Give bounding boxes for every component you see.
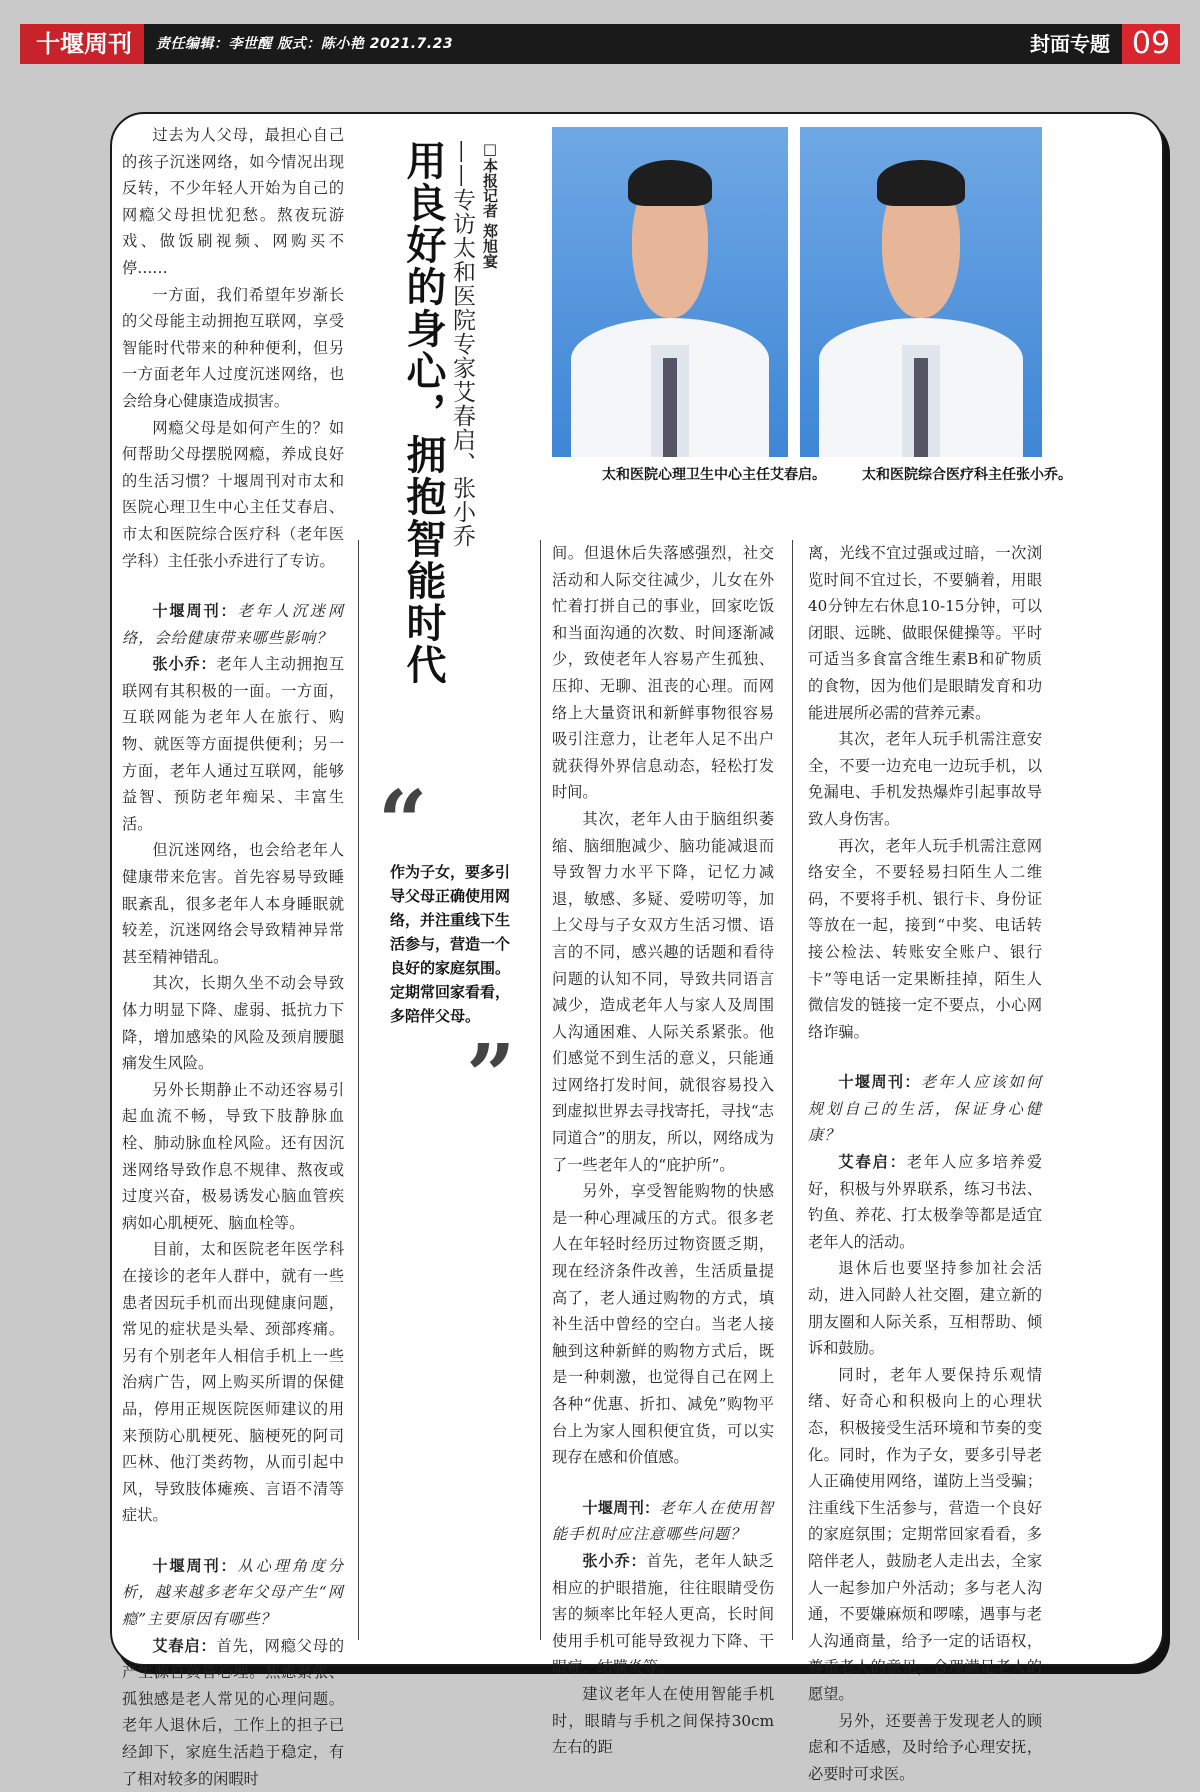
- question-label: 十堰周刊：: [152, 1556, 238, 1575]
- paragraph: 间。但退休后失落感强烈，社交活动和人际交往减少，儿女在外忙着打拼自己的事业，回家吃饭和当面沟通的次数、时间逐渐减少，致使老年人容易产生孤独、压抑、无聊、沮丧的心理。而网络上大量资讯和新鲜事物很容易吸引注意力，让老年人足不出户就获得外界信息动态，轻松打发时间。: [552, 544, 774, 802]
- answer: [122, 651, 344, 837]
- article-column-1: [122, 122, 344, 1792]
- paragraph: 离，光线不宜过强或过暗，一次浏览时间不宜过长，不要躺着，用眼40分钟左右休息10-15分钟，可以闭眼、远眺、做眼保健操等。平时可适当多食富含维生素B和矿物质的食物，因为他们是眼睛发育和功能进展所必需的营养元素。: [808, 544, 1042, 722]
- paragraph: 另外，还要善于发现老人的顾虑和不适感，及时给予心理安抚，必要时可求医。: [808, 1711, 1042, 1783]
- question: [552, 1495, 774, 1548]
- paragraph: 建议老年人在使用智能手机时，眼睛与手机之间保持30cm左右的距: [552, 1684, 774, 1757]
- paragraph: 其次，老年人由于脑组织萎缩、脑细胞减少、脑功能减退而导致智力水平下降，记忆力减退，敏感、多疑、爱唠叨等，加上父母与子女双方生活习惯、语言的不同，感兴趣的话题和看待问题的认知不同，导致共同语言减少，造成老年人与家人及周围人沟通困难、人际关系紧张。他们感觉不到生活的意义，只能通过网络打发时间，就很容易投入到虚拟世界去寻找寄托，寻找“志同道合”的朋友，所以，网络成为了一些老年人的“庇护所”。: [552, 809, 774, 1174]
- column-divider: [540, 540, 541, 1640]
- editor-credits: 责任编辑：李世醒 版式：陈小艳 2021.7.23: [156, 36, 454, 52]
- answer-text: 老年人主动拥抱互联网有其积极的一面。一方面，互联网能为老年人在旅行、购物、就医等方面提供便利；另一方面，老年人通过互联网，能够益智、预防老年痴呆、丰富生活。: [122, 655, 345, 833]
- paragraph: 一方面，我们希望年岁渐长的父母能主动拥抱互联网，享受智能时代带来的种种便利，但另一方面老年人过度沉迷网络，也会给身心健康造成损害。: [122, 285, 344, 410]
- section-title: 封面专题: [1030, 32, 1110, 56]
- question-text: 从心理角度分析，越来越多老年父母产生“网瘾”主要原因有哪些？: [122, 1556, 345, 1629]
- answer-text: 老年人应多培养爱好，积极与外界联系，练习书法、钓鱼、养花、打太极拳等都是适宜老年人的活动。: [808, 1153, 1043, 1251]
- paragraph: 另外，享受智能购物的快感是一种心理减压的方式。很多老人在年轻时经历过物资匮乏期，现在经济条件改善，生活质量提高了，老人通过购物的方式，填补生活中曾经的空白。当老人接触到这种新鲜的购物方式后，既是一种刺激，也觉得自己在网上各种“优惠、折扣、减免”购物平台上为家人囤积便宜货，可以实现存在感和价值感。: [552, 1182, 774, 1467]
- article-byline: □本报记者 郑旭宴: [481, 140, 499, 269]
- paragraph: 另外长期静止不动还容易引起血流不畅，导致下肢静脉血栓、肺动脉血栓风险。还有因沉迷网络导致作息不规律、熬夜或过度兴奋，极易诱发心脑血管疾病如心肌梗死、脑血栓等。: [122, 1080, 344, 1232]
- speaker-label: 艾春启：: [838, 1153, 907, 1172]
- article-column-4: [808, 540, 1042, 1787]
- paragraph: 网瘾父母是如何产生的？如何帮助父母摆脱网瘾，养成良好的生活习惯？十堰周刊对市太和医院心理卫生中心主任艾春启、市太和医院综合医疗科（老年医学科）主任张小乔进行了专访。: [122, 418, 344, 570]
- answer-text: 首先，老年人缺乏相应的护眼措施，往往眼睛受伤害的频率比年轻人更高，长时间使用手机可能导致视力下降、干眼症、结膜炎等。: [552, 1551, 775, 1677]
- portrait-photo-zhang-xiaoqiao: [800, 127, 1042, 457]
- open-quote-mark: “: [378, 772, 428, 873]
- close-quote-mark: ”: [466, 1026, 516, 1127]
- question-text: 老年人应该如何规划自己的生活，保证身心健康？: [808, 1073, 1043, 1145]
- article-title: 用良好的身心，拥抱智能时代: [400, 140, 447, 686]
- question-label: 十堰周刊：: [152, 602, 238, 621]
- paragraph: 同时，老年人要保持乐观情绪、好奇心和积极向上的心理状态，积极接受生活环境和节奏的变化。同时，作为子女，要多引导老人正确使用网络，谨防上当受骗；注重线下生活参与，营造一个良好的家庭氛围；定期常回家看看，多陪伴老人，鼓励老人走出去，全家人一起参加户外活动；多与老人沟通，不要嫌麻烦和啰嗦，遇事与老人沟通商量，给予一定的话语权，尊重老人的意见，合理满足老人的愿望。: [808, 1365, 1042, 1703]
- answer: [808, 1149, 1042, 1255]
- question: [122, 1553, 344, 1633]
- question-text: 老年人在使用智能手机时应注意哪些问题？: [552, 1498, 775, 1544]
- page-number: 09: [1122, 24, 1180, 64]
- question: [122, 598, 344, 651]
- pull-quote: 作为子女，要多引导父母正确使用网络，并注重线下生活参与，营造一个良好的家庭氛围。定期常回家看看，多陪伴父母。: [390, 863, 511, 1025]
- paragraph: 过去为人父母，最担心自己的孩子沉迷网络，如今情况出现反转，不少年轻人开始为自己的网瘾父母担忧犯愁。熬夜玩游戏、做饭刷视频、网购买不停……: [122, 126, 344, 277]
- paragraph: 但沉迷网络，也会给老年人健康带来危害。首先容易导致睡眠紊乱，很多老年人本身睡眠就较差，沉迷网络会导致精神异常甚至精神错乱。: [122, 841, 344, 966]
- answer: [122, 1633, 344, 1792]
- question-label: 十堰周刊：: [582, 1498, 660, 1517]
- article-column-3: [552, 540, 774, 1761]
- paragraph: 其次，老年人玩手机需注意安全，不要一边充电一边玩手机，以免漏电、手机发热爆炸引起事故导致人身伤害。: [808, 730, 1042, 828]
- article-subtitle: ——专访太和医院专家艾春启、张小乔: [449, 140, 475, 548]
- portrait-photo-ai-chunqi: [552, 127, 788, 457]
- paragraph: 其次，长期久坐不动会导致体力明显下降、虚弱、抵抗力下降，增加感染的风险及颈肩腰腿痛发生风险。: [122, 974, 344, 1073]
- photo-caption-right: 太和医院综合医疗科主任张小乔。: [862, 467, 1072, 483]
- paragraph: 再次，老年人玩手机需注意网络安全，不要轻易扫陌生人二维码，不要将手机、银行卡、身份证等放在一起，接到“中奖、电话转接公检法、转账安全账户、银行卡”等电话一定果断挂掉，陌生人微信发的链接一定不要点，小心网络诈骗。: [808, 836, 1042, 1041]
- column-divider: [792, 540, 793, 1640]
- masthead-bar: [24, 24, 1180, 64]
- paragraph: 退休后也要坚持参加社会活动，进入同龄人社交圈，建立新的朋友圈和人际关系，互相帮助、倾诉和鼓励。: [808, 1259, 1042, 1358]
- answer-text: 首先，网瘾父母的产生源自黄昏心理。焦虑紧张、孤独感是老人常见的心理问题。老年人退休后，工作上的担子已经卸下，家庭生活趋于稳定，有了相对较多的闲暇时: [122, 1636, 345, 1788]
- speaker-label: 艾春启：: [152, 1636, 217, 1655]
- answer: [552, 1548, 774, 1681]
- speaker-label: 张小乔：: [152, 655, 217, 674]
- photo-caption-left: 太和医院心理卫生中心主任艾春启。: [602, 467, 826, 483]
- question-label: 十堰周刊：: [838, 1073, 921, 1092]
- newspaper-brand: 十堰周刊: [24, 24, 144, 64]
- column-divider: [358, 540, 359, 1640]
- question-text: 老年人沉迷网络，会给健康带来哪些影响？: [122, 602, 345, 647]
- speaker-label: 张小乔：: [582, 1551, 647, 1570]
- paragraph: 目前，太和医院老年医学科在接诊的老年人群中，就有一些患者因玩手机而出现健康问题，常见的症状是头晕、颈部疼痛。另有个别老年人相信手机上一些治病广告，网上购买所谓的保健品，停用正规医院医师建议的用来预防心肌梗死、脑梗死的阿司匹林、他汀类药物，从而引起中风，导致肢体瘫痪、言语不清等症状。: [122, 1240, 344, 1525]
- question: [808, 1069, 1042, 1149]
